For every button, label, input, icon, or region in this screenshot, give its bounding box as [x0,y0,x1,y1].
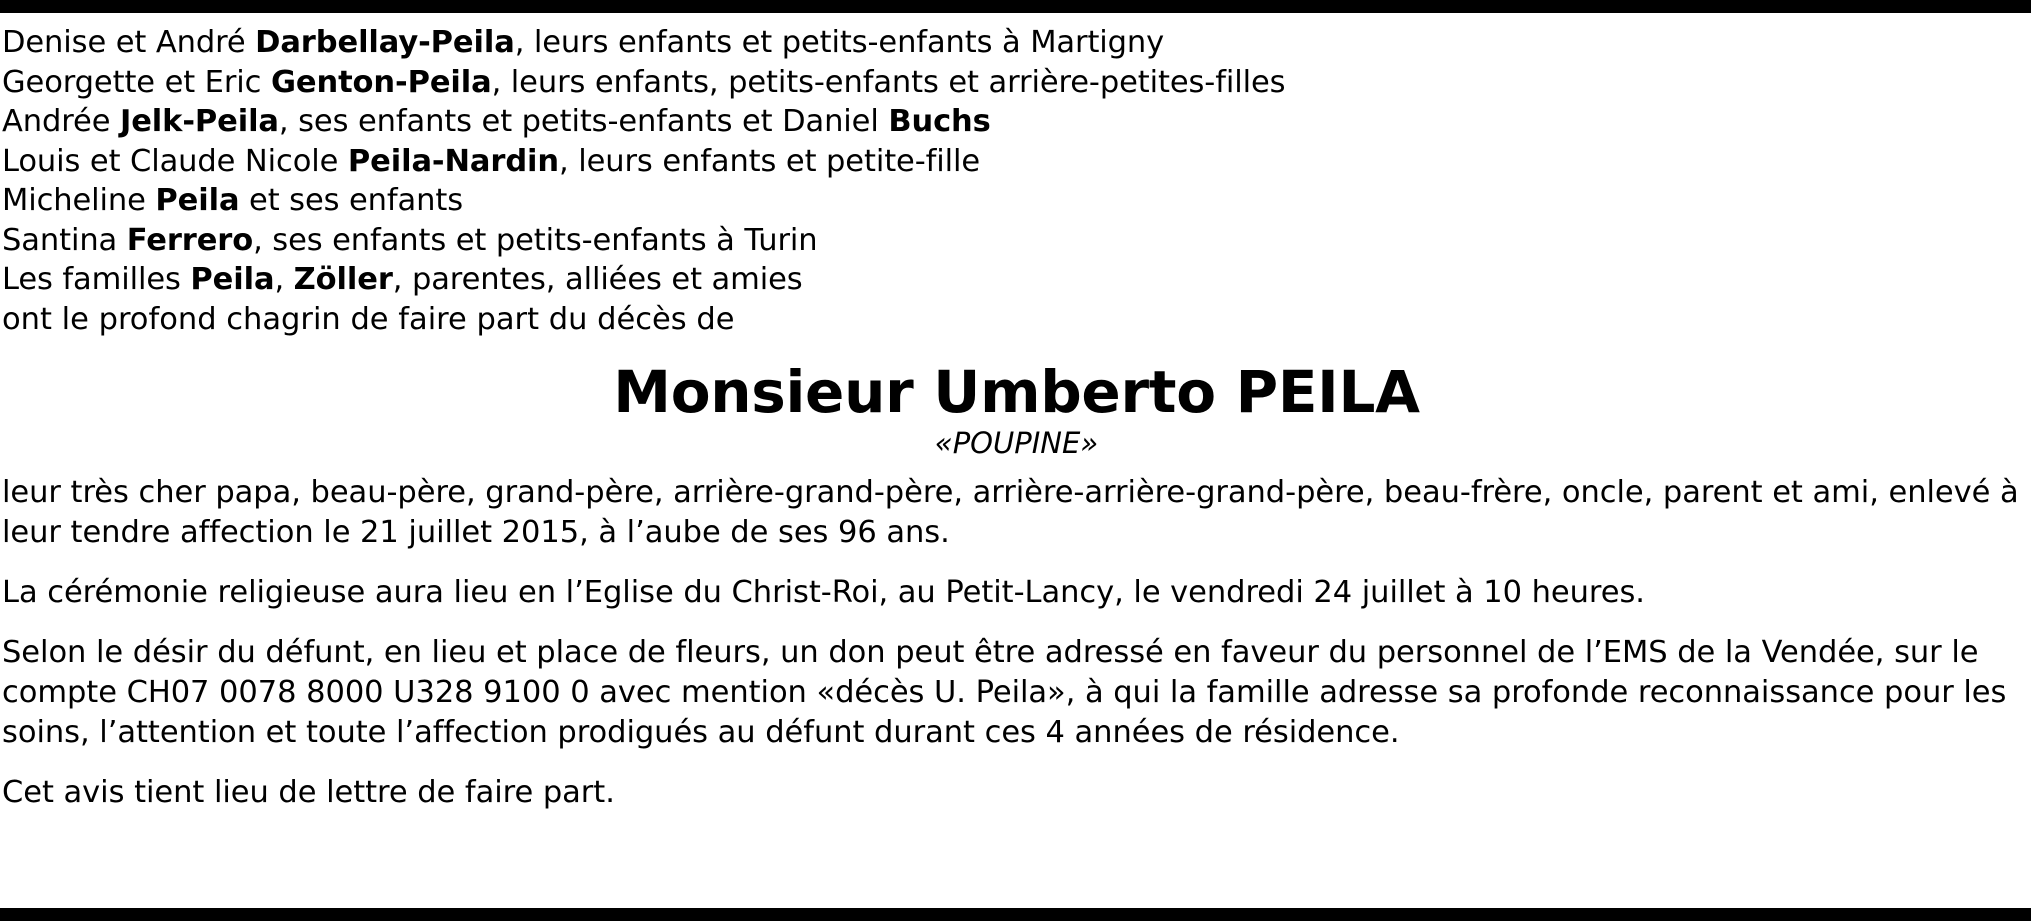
family-line-text: , ses enfants et petits-enfants à Turin [253,222,818,258]
family-line-text: , [274,262,294,297]
family-surname: Jelk-Peila [119,104,279,139]
family-line [2,181,2031,221]
ceremony-paragraph: La cérémonie religieuse aura lieu en l’Eglise du Christ-Roi, au Petit-Lancy, le vendredi 24 juillet à 10 heures. [2,575,1645,610]
relationship-paragraph: leur très cher papa, beau-père, grand-père, arrière-grand-père, arrière-arrière-grand-père, beau-frère, oncle, parent et ami, enlevé à leur tendre affection le 21 juillet 2015, à l’aube de ses 96 ans. [2,475,2019,550]
top-divider-rule [0,0,2031,13]
family-line [2,63,2031,103]
family-line-text: Georgette et Eric [2,64,271,100]
family-line-text: Santina [2,222,127,258]
family-line-text: et ses enfants [239,183,463,218]
family-line-text: Micheline [2,183,156,218]
family-surname: Peila [190,262,275,297]
family-line-text: , leurs enfants et petits-enfants à Martigny [514,25,1165,60]
family-line-text: , ses enfants et petits-enfants et Daniel [278,104,889,139]
deceased-nickname: «POUPINE» [934,426,1099,460]
notice-content [0,13,2031,908]
family-line-text: Les familles [2,262,191,297]
family-surname: Peila [155,183,240,218]
family-surname: Genton-Peila [270,64,492,100]
family-line [2,221,2031,261]
family-line-text: Louis et Claude Nicole [2,143,348,179]
family-list [2,23,2031,300]
family-line-text: Andrée [2,104,120,139]
family-line [2,142,2031,182]
family-line-text: Denise et André [2,25,256,60]
family-line-text: , leurs enfants et petite-fille [559,143,981,179]
family-line-text: , leurs enfants, petits-enfants et arrière-petites-filles [491,64,1286,100]
family-line [2,102,2031,142]
family-surname: Peila-Nardin [347,143,560,179]
family-line-text: , parentes, alliées et amies [392,262,803,297]
donation-paragraph: Selon le désir du défunt, en lieu et place de fleurs, un don peut être adressé en faveur du personnel de l’EMS de la Vendée, sur le compte CH07 0078 8000 U328 9100 0 avec mention «décès U. Peila», à qui la famille adresse sa profonde reconnaissance pour les soins, l’attention et toute l’affection prodigués au défunt durant ces 4 années de résidence. [2,635,2007,750]
closing-paragraph: Cet avis tient lieu de lettre de faire part. [2,775,615,810]
family-line [2,260,2031,300]
family-surname: Buchs [888,104,991,139]
deceased-name: Monsieur Umberto PEILA [613,358,1420,426]
family-surname: Zöller [293,262,393,297]
family-surname: Darbellay-Peila [255,25,515,60]
bottom-divider-rule [0,908,2031,921]
family-surname: Ferrero [126,222,254,258]
announcement-intro: ont le profond chagrin de faire part du décès de [2,301,735,337]
family-line [2,23,2031,63]
